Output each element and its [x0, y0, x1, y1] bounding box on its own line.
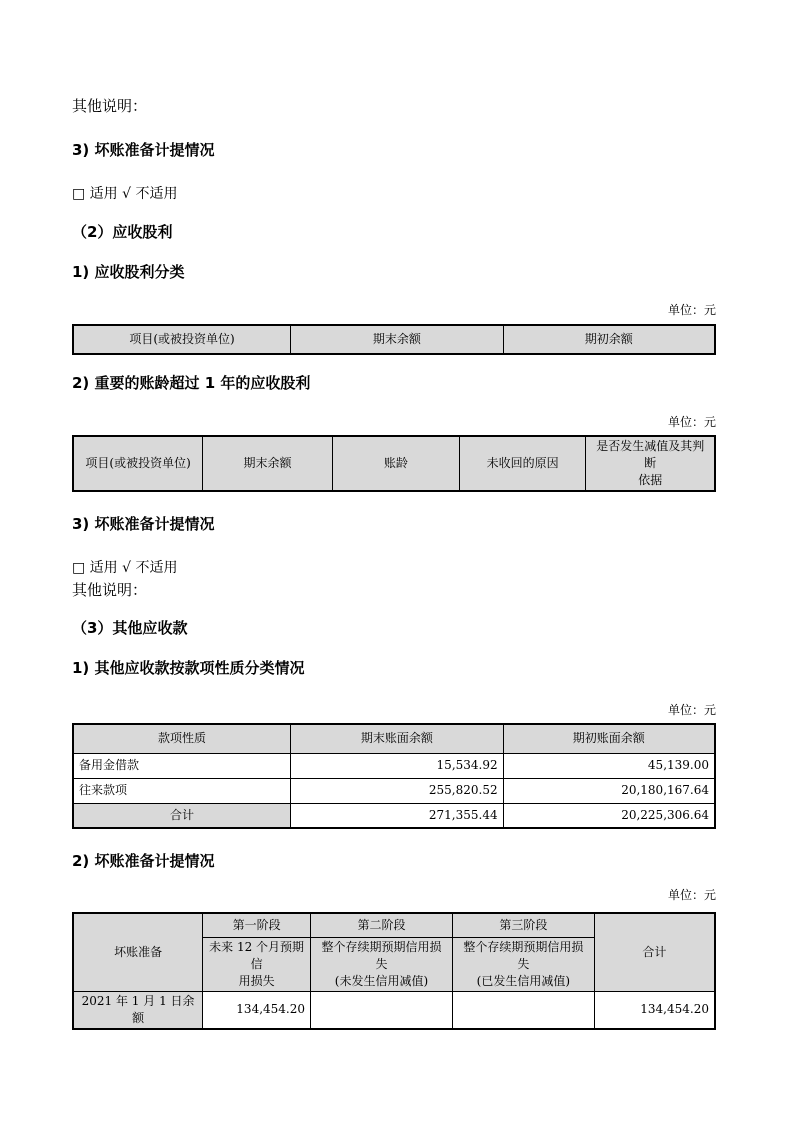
other-notes-label-1: 其他说明：: [72, 97, 148, 115]
table-row-petty-cash: [73, 753, 715, 778]
heading-other-receivables: （3）其他应收款: [72, 619, 188, 637]
unit-label-1: 单位：元: [667, 303, 716, 317]
stage-1-description: [203, 937, 311, 991]
unit-label-3: 单位：元: [667, 703, 716, 717]
col-header-uncollected-reason: 未收回的原因: [459, 436, 585, 491]
ending-balance-total: 271,355.44: [291, 803, 504, 828]
total-value: 134,454.20: [594, 991, 715, 1029]
beginning-balance-total: 20,225,306.64: [503, 803, 715, 828]
header-line: 整个存续期预期信用损失: [463, 939, 584, 971]
stage-3-description: [452, 937, 594, 991]
col-header-ending-balance: 期末余额: [291, 325, 504, 354]
beginning-balance-value: 20,180,167.64: [503, 778, 715, 803]
ending-balance-value: 255,820.52: [291, 778, 504, 803]
table-header-row: [73, 724, 715, 753]
header-line: 用损失: [238, 973, 275, 988]
col-header-project: 项目(或被投资单位): [73, 325, 291, 354]
beginning-balance-value: 45,139.00: [503, 753, 715, 778]
col-header-stage-2: 第二阶段: [311, 913, 453, 937]
other-notes-label-2: 其他说明：: [72, 581, 148, 599]
col-header-impairment-judgment: [586, 436, 715, 491]
header-line: 是否发生减值及其判断: [596, 439, 705, 470]
dividends-classification-table: [72, 324, 716, 355]
row-label: 往来款项: [73, 778, 291, 803]
total-row-label: 合计: [73, 803, 291, 828]
applicability-line-1: □ 适用 √ 不适用: [72, 186, 178, 202]
col-header-stage-3: 第三阶段: [452, 913, 594, 937]
header-line: 未来 12 个月预期信: [209, 939, 305, 971]
table-header-row-stages: [73, 913, 715, 937]
unit-label-4: 单位：元: [667, 888, 716, 902]
row-label-opening-balance: 2021 年 1 月 1 日余额: [73, 991, 203, 1029]
heading-dividends-receivable: （2）应收股利: [72, 223, 173, 241]
heading-other-receivables-by-nature: 1) 其他应收款按款项性质分类情况: [72, 659, 305, 677]
col-header-ending-book-balance: 期末账面余额: [291, 724, 504, 753]
heading-dividends-over-1y: 2) 重要的账龄超过 1 年的应收股利: [72, 374, 311, 392]
corner-header-bad-debt: 坏账准备: [73, 913, 203, 991]
header-line: 依据: [638, 473, 663, 487]
heading-bad-debt-provision-3: 2) 坏账准备计提情况: [72, 852, 215, 870]
col-header-aging: 账龄: [332, 436, 459, 491]
row-label: 备用金借款: [73, 753, 291, 778]
col-header-nature: 款项性质: [73, 724, 291, 753]
stage-2-value: [311, 991, 453, 1029]
heading-bad-debt-provision-2: 3) 坏账准备计提情况: [72, 515, 215, 533]
table-header-row: [73, 436, 715, 491]
col-header-beginning-book-balance: 期初账面余额: [503, 724, 715, 753]
col-header-total: 合计: [594, 913, 715, 991]
other-receivables-table: [72, 723, 716, 829]
header-line: (已发生信用减值): [476, 973, 571, 988]
ending-balance-value: 15,534.92: [291, 753, 504, 778]
unit-label-2: 单位：元: [667, 415, 716, 429]
header-line: (未发生信用减值): [334, 973, 429, 988]
header-line: 整个存续期预期信用损失: [321, 939, 442, 971]
table-header-row: [73, 325, 715, 354]
heading-bad-debt-provision-1: 3) 坏账准备计提情况: [72, 141, 215, 159]
heading-dividends-classification: 1) 应收股利分类: [72, 263, 185, 281]
col-header-stage-1: 第一阶段: [203, 913, 311, 937]
dividends-over-1y-table: [72, 435, 716, 492]
col-header-ending-balance: 期末余额: [203, 436, 333, 491]
applicability-line-2: □ 适用 √ 不适用: [72, 560, 178, 576]
table-row-current-accounts: [73, 778, 715, 803]
table-row-total: [73, 803, 715, 828]
stage-1-value: 134,454.20: [203, 991, 311, 1029]
col-header-beginning-balance: 期初余额: [503, 325, 715, 354]
stage-3-value: [452, 991, 594, 1029]
bad-debt-provision-table: [72, 912, 716, 1030]
col-header-project: 项目(或被投资单位): [73, 436, 203, 491]
stage-2-description: [311, 937, 453, 991]
table-row-opening-balance: [73, 991, 715, 1029]
